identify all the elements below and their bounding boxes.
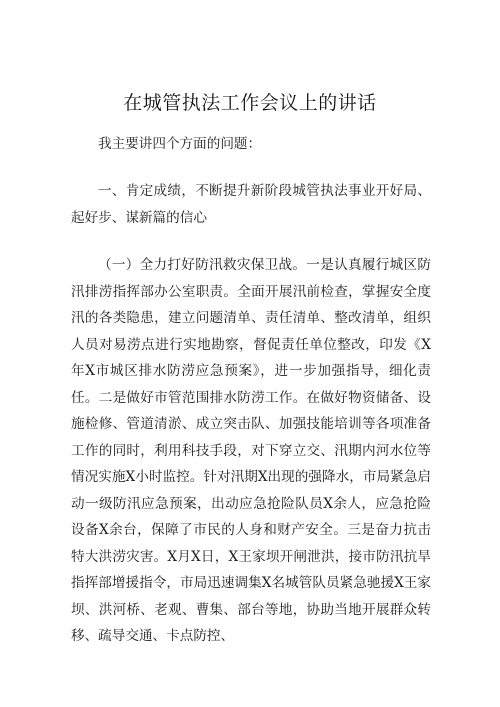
- document-title: 在城管执法工作会议上的讲话: [123, 92, 377, 114]
- intro-paragraph: 我主要讲四个方面的问题：: [98, 136, 262, 152]
- section-heading: 一、肯定成绩，不断提升新阶段城管执法事业开好局、起好步、谋新篇的信心: [71, 183, 431, 226]
- body-paragraph: （一）全力打好防汛救灾保卫战。一是认真履行城区防汛排涝指挥部办公室职责。全面开展汛前检查，掌握安全度汛的各类隐患，建立问题清单、责任清单、整改清单，组织人员对易涝点进行实地勘察，督促责任单位整改，印发《X年X市城区排水防涝应急预案》，进一步加强指导，细化责任。二是做好市管范围排水防涝工作。在做好物资储备、设施检修、管道清淤、成立突击队、加强技能培训等各项准备工作的同时，利用科技手段，对下穿立交、汛期内河水位等情况实施X小时监控。针对汛期X出现的强降水，市局紧急启动一级防汛应急预案，出动应急抢险队员X余人，应急抢险设备X余台，保障了市民的人身和财产安全。三是奋力抗击特大洪涝灾害。X月X日，X王家坝开闸泄洪，接市防汛抗旱指挥部增援指令，市局迅速调集X名城管队员紧急驰援X王家坝、洪河桥、老观、曹集、部台等地，协助当地开展群众转移、疏导交通、卡点防控、: [71, 257, 431, 644]
